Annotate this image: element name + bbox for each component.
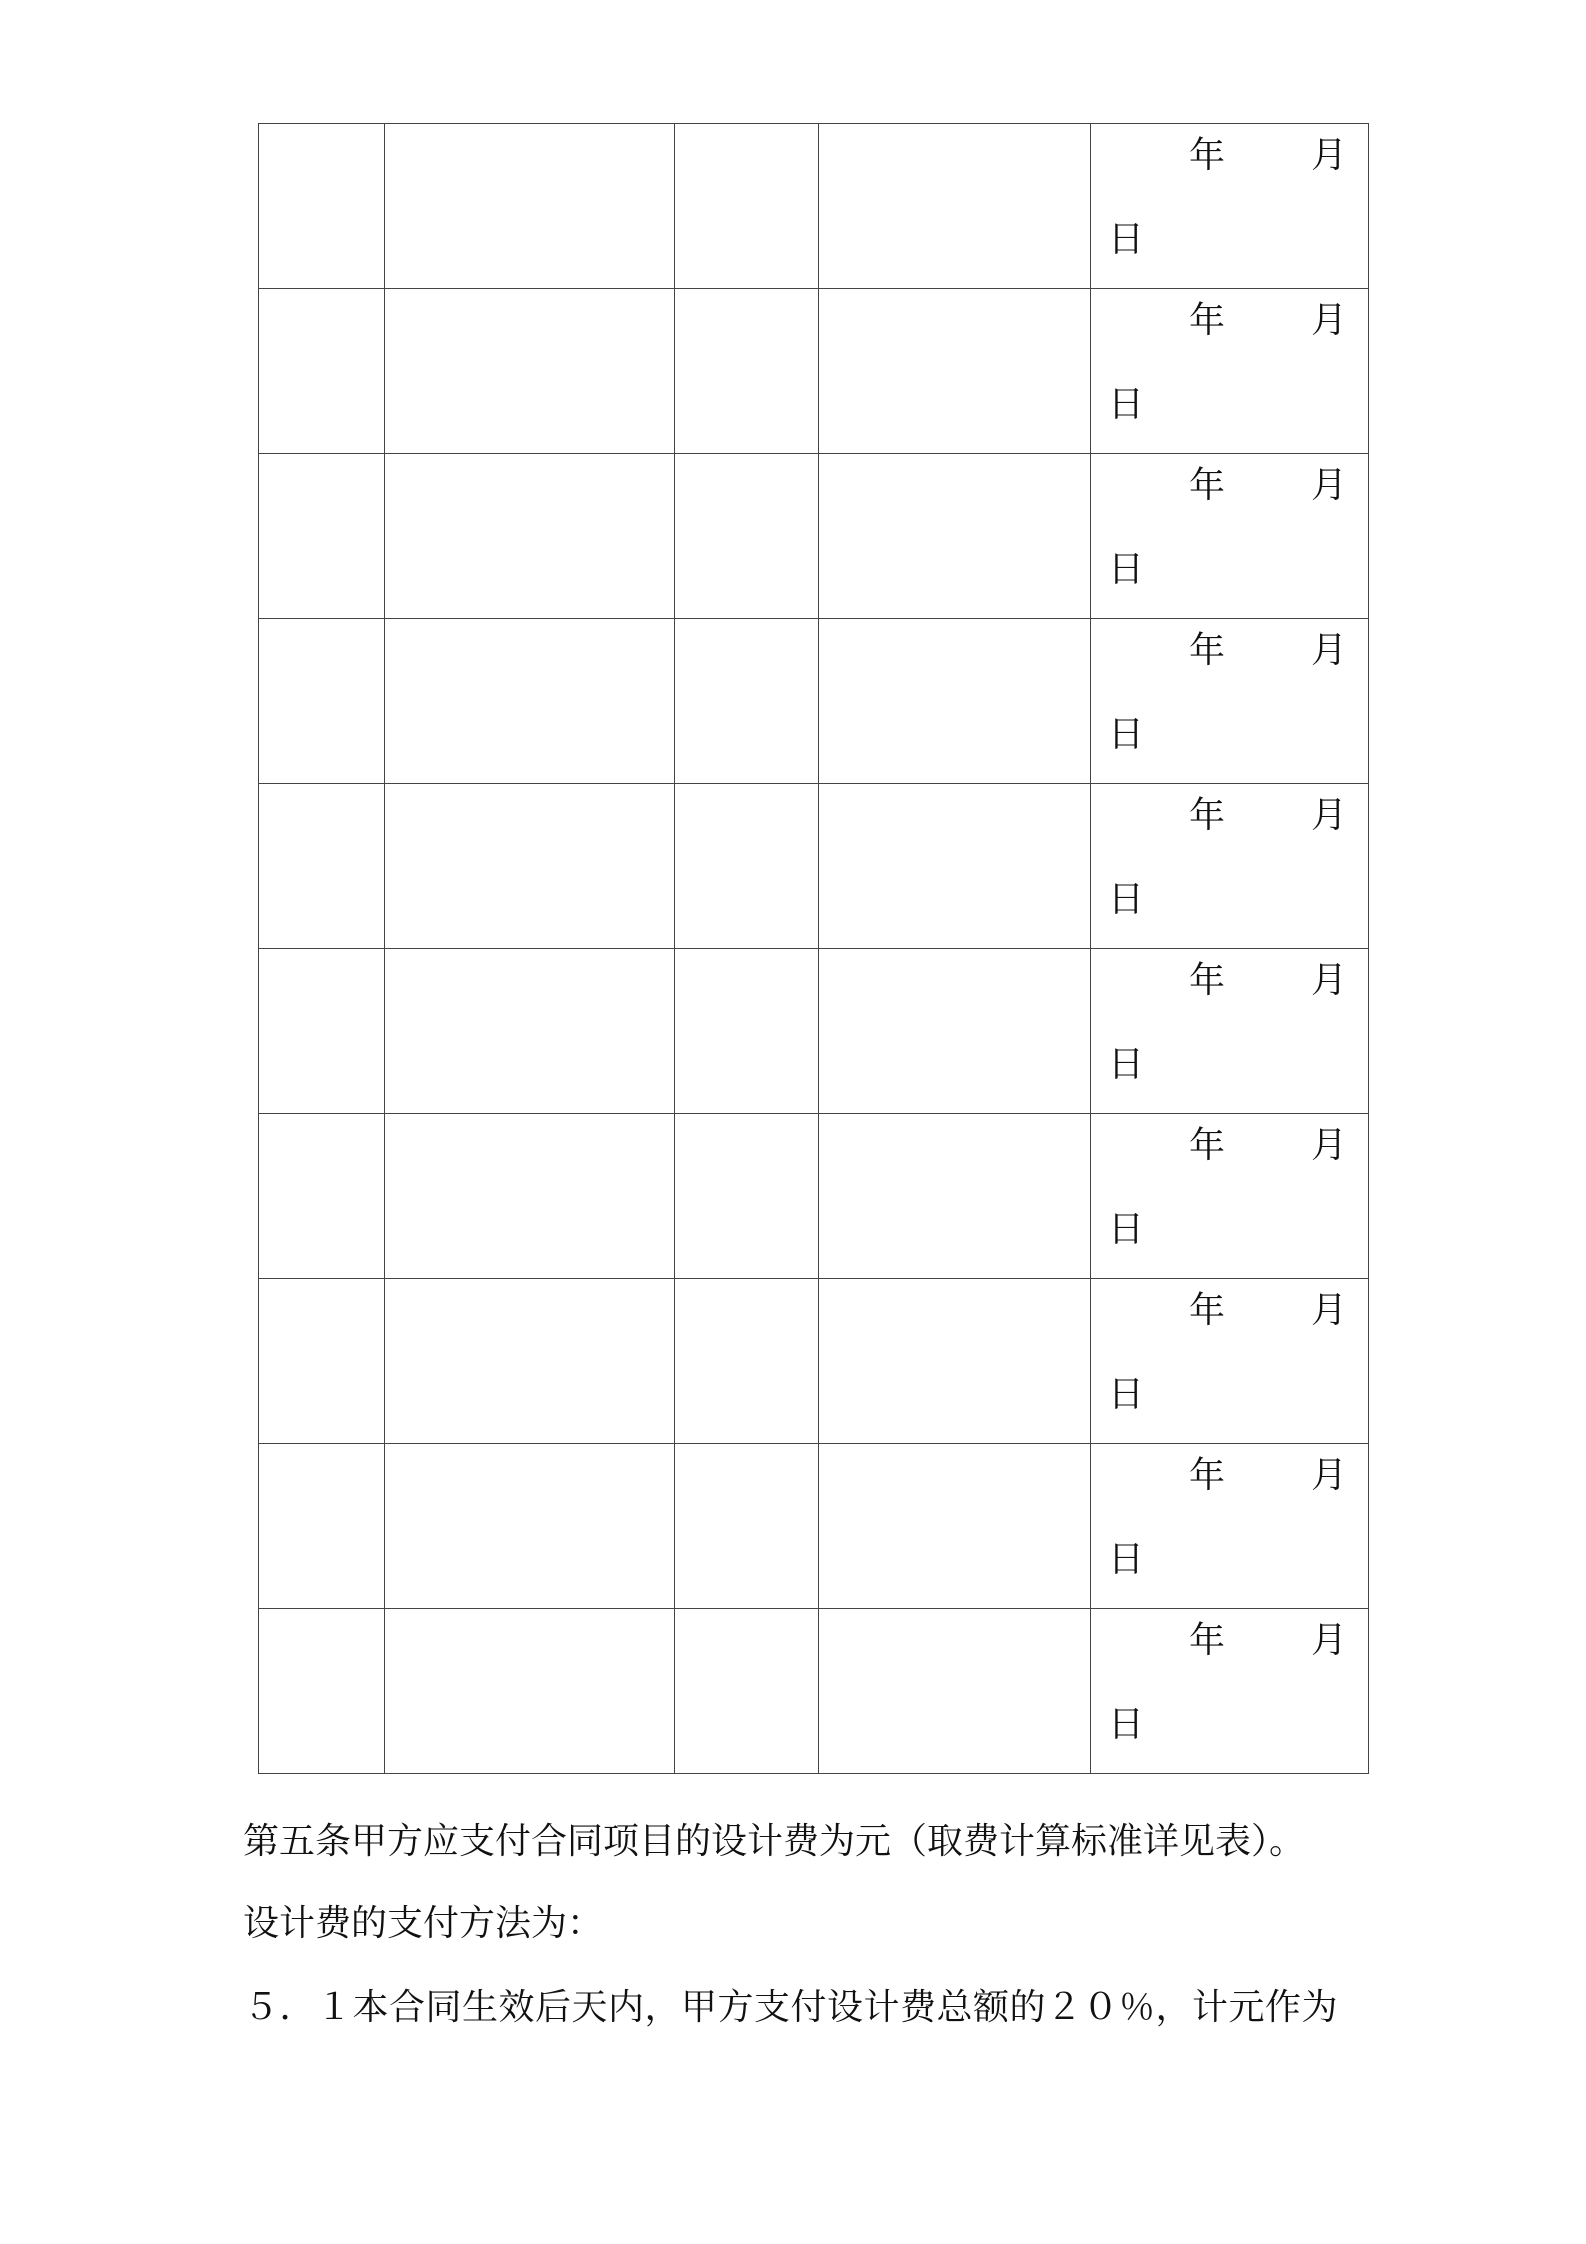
date-month-label: 月 <box>1311 1455 1348 1496</box>
date-day-label: 日 <box>1108 879 1145 920</box>
date-month-label: 月 <box>1311 465 1348 506</box>
date-year-label: 年 <box>1189 1125 1226 1166</box>
date-year-label: 年 <box>1189 795 1226 836</box>
table-cell <box>385 289 675 454</box>
date-month-label: 月 <box>1311 1290 1348 1331</box>
date-year-label: 年 <box>1189 300 1226 341</box>
table-cell <box>385 1609 675 1774</box>
date-month-label: 月 <box>1311 1125 1348 1166</box>
date-day-label: 日 <box>1108 1704 1145 1745</box>
table-cell <box>259 1279 385 1444</box>
table-row <box>259 1609 1369 1774</box>
date-cell <box>1091 1114 1369 1279</box>
table-cell <box>675 1114 819 1279</box>
table-cell <box>385 1279 675 1444</box>
table-cell <box>385 1114 675 1279</box>
date-month-label: 月 <box>1311 1620 1348 1661</box>
table-cell <box>819 1444 1091 1609</box>
table-row <box>259 784 1369 949</box>
table-cell <box>675 619 819 784</box>
date-day-label: 日 <box>1108 1044 1145 1085</box>
table-cell <box>819 949 1091 1114</box>
date-cell <box>1091 1609 1369 1774</box>
date-month-label: 月 <box>1311 960 1348 1001</box>
date-year-label: 年 <box>1189 1290 1226 1331</box>
date-day-label: 日 <box>1108 1374 1145 1415</box>
date-year-label: 年 <box>1189 465 1226 506</box>
date-month-label: 月 <box>1311 795 1348 836</box>
table-cell <box>675 1279 819 1444</box>
table-cell <box>675 289 819 454</box>
date-cell <box>1091 619 1369 784</box>
date-day-label: 日 <box>1108 219 1145 260</box>
clause-5-1-paragraph: ５．１本合同生效后天内，甲方支付设计费总额的２０％，计元作为 <box>243 1987 1339 2028</box>
table-cell <box>675 454 819 619</box>
table-cell <box>819 1114 1091 1279</box>
table-cell <box>385 784 675 949</box>
date-year-label: 年 <box>1189 1620 1226 1661</box>
table-row <box>259 454 1369 619</box>
table-cell <box>819 1609 1091 1774</box>
date-day-label: 日 <box>1108 384 1145 425</box>
table-cell <box>675 1609 819 1774</box>
table-row <box>259 949 1369 1114</box>
date-month-label: 月 <box>1311 135 1348 176</box>
table-cell <box>819 289 1091 454</box>
payment-method-heading: 设计费的支付方法为： <box>243 1903 604 1944</box>
table-cell <box>385 949 675 1114</box>
table-cell <box>675 949 819 1114</box>
table-cell <box>819 124 1091 289</box>
table-cell <box>819 784 1091 949</box>
table-cell <box>819 454 1091 619</box>
table-cell <box>259 124 385 289</box>
date-year-label: 年 <box>1189 135 1226 176</box>
table-cell <box>259 289 385 454</box>
table-cell <box>675 124 819 289</box>
table-cell <box>259 1114 385 1279</box>
date-day-label: 日 <box>1108 1209 1145 1250</box>
date-year-label: 年 <box>1189 630 1226 671</box>
table-cell <box>259 454 385 619</box>
date-cell <box>1091 1279 1369 1444</box>
article-five-paragraph: 第五条甲方应支付合同项目的设计费为元（取费计算标准详见表）。 <box>243 1821 1306 1862</box>
table-row <box>259 124 1369 289</box>
table-cell <box>259 1444 385 1609</box>
date-day-label: 日 <box>1108 549 1145 590</box>
table-cell <box>675 1444 819 1609</box>
table-cell <box>259 784 385 949</box>
table-body <box>259 124 1369 1774</box>
table-cell <box>385 124 675 289</box>
table-cell <box>385 1444 675 1609</box>
date-month-label: 月 <box>1311 300 1348 341</box>
date-cell <box>1091 454 1369 619</box>
date-year-label: 年 <box>1189 1455 1226 1496</box>
date-cell <box>1091 124 1369 289</box>
date-cell <box>1091 289 1369 454</box>
date-year-label: 年 <box>1189 960 1226 1001</box>
table-cell <box>819 619 1091 784</box>
table-row <box>259 619 1369 784</box>
date-month-label: 月 <box>1311 630 1348 671</box>
date-day-label: 日 <box>1108 1539 1145 1580</box>
date-cell <box>1091 1444 1369 1609</box>
schedule-table <box>258 123 1369 1774</box>
date-cell <box>1091 784 1369 949</box>
table-row <box>259 1114 1369 1279</box>
date-day-label: 日 <box>1108 714 1145 755</box>
table-cell <box>259 1609 385 1774</box>
table-row <box>259 1279 1369 1444</box>
table-cell <box>675 784 819 949</box>
table-cell <box>819 1279 1091 1444</box>
table-cell <box>385 619 675 784</box>
table-row <box>259 289 1369 454</box>
table-cell <box>259 619 385 784</box>
table-cell <box>385 454 675 619</box>
date-cell <box>1091 949 1369 1114</box>
table-row <box>259 1444 1369 1609</box>
table-cell <box>259 949 385 1114</box>
